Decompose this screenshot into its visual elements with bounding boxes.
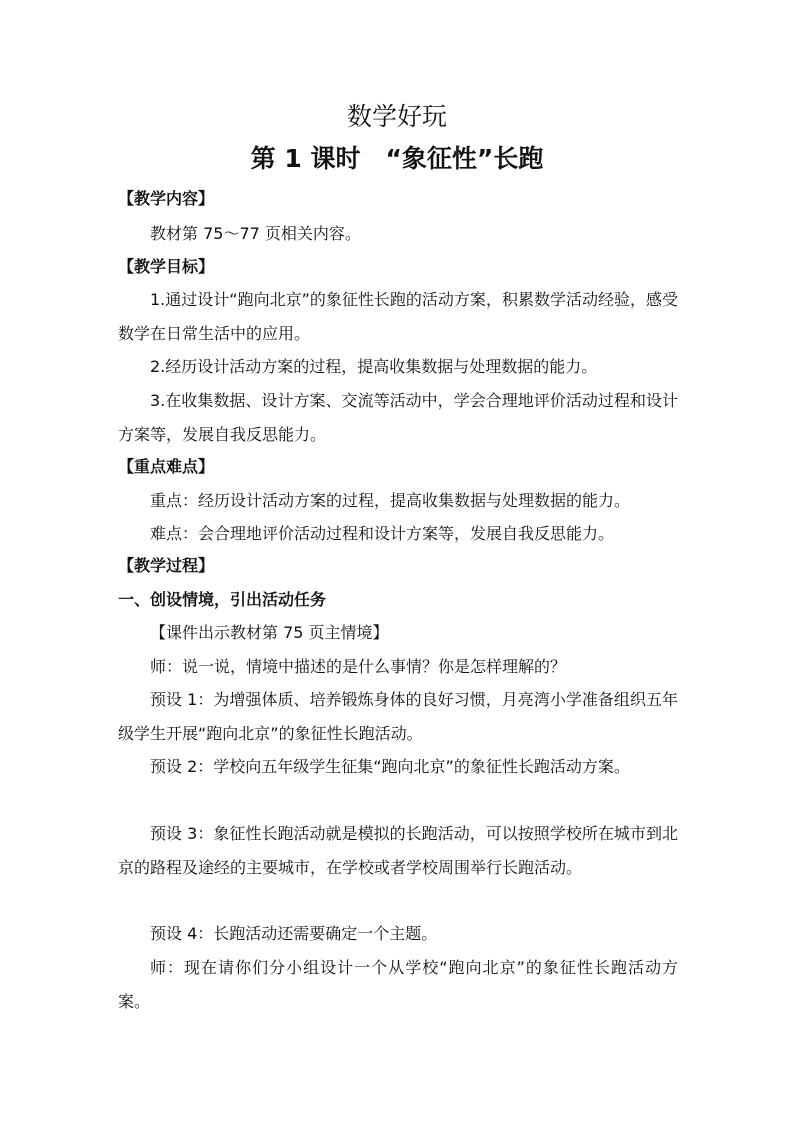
preset-1: 预设 1：为增强体质、培养锻炼身体的良好习惯，月亮湾小学准备组织五年级学生开展“跑向北京”的象征性长跑活动。 [118,690,678,743]
teacher-task: 师：现在请你们分小组设计一个从学校“跑向北京”的象征性长跑活动方案。 [118,958,678,1011]
key-point: 重点：经历设计活动方案的过程，提高收集数据与处理数据的能力。 [150,491,631,510]
difficult-point: 难点：会合理地评价活动过程和设计方案等，发展自我反思能力。 [150,524,615,543]
goal-1: 1.通过设计“跑向北京”的象征性长跑的活动方案，积累数学活动经验，感受数学在日常生活中的应用。 [118,290,678,343]
process-heading: 【教学过程】 [118,556,215,575]
teacher-question: 师：说一说，情境中描述的是什么事情？你是怎样理解的？ [150,657,567,676]
section-1-heading: 一、创设情境，引出活动任务 [118,590,327,609]
document-title: 数学好玩 [346,102,447,131]
courseware-note: 【课件出示教材第 75 页主情境】 [150,623,389,642]
goal-3: 3.在收集数据、设计方案、交流等活动中，学会合理地评价活动过程和设计方案等，发展自我反思能力。 [118,391,678,444]
content-heading: 【教学内容】 [118,189,215,208]
preset-3: 预设 3：象征性长跑活动就是模拟的长跑活动，可以按照学校所在城市到北京的路程及途经的主要城市，在学校或者学校周围举行长跑活动。 [118,824,678,877]
goal-2: 2.经历设计活动方案的过程，提高收集数据与处理数据的能力。 [150,357,598,376]
preset-2: 预设 2：学校向五年级学生征集“跑向北京”的象征性长跑活动方案。 [150,757,630,776]
preset-4: 预设 4：长跑活动还需要确定一个主题。 [150,924,438,943]
content-text: 教材第 75～77 页相关内容。 [150,224,361,243]
key-points-heading: 【重点难点】 [118,457,215,476]
lesson-title: 第 1 课时 “象征性”长跑 [250,144,544,173]
goals-heading: 【教学目标】 [118,257,215,276]
